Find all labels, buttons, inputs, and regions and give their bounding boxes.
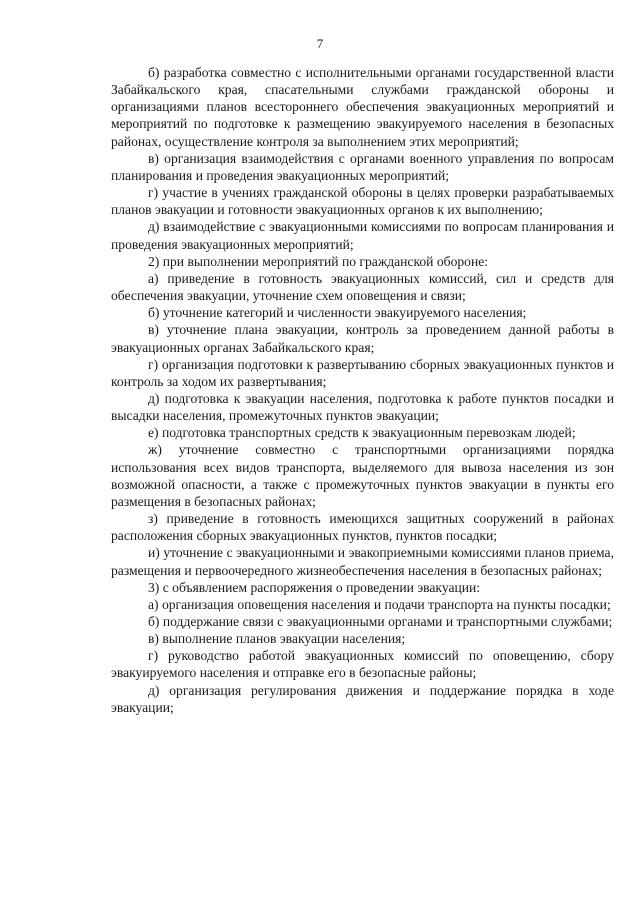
paragraph: б) поддержание связи с эвакуационными органами и транспортными службами; bbox=[148, 614, 613, 629]
paragraph: г) организация подготовки к развертыванию сборных эвакуационных пунктов и контроль за ходом их развертывания; bbox=[111, 356, 614, 389]
paragraph: г) участие в учениях гражданской обороны в целях проверки разрабатываемых планов эвакуации и готовности эвакуационных органов к их выполнению; bbox=[111, 185, 614, 218]
paragraph: и) уточнение с эвакуационными и эвакоприемными комиссиями планов приема, размещения и первоочередного жизнеобеспечения населения в безопасных районах; bbox=[111, 545, 614, 578]
paragraph: д) взаимодействие с эвакуационными комиссиями по вопросам планирования и проведения эвакуационных мероприятий; bbox=[111, 219, 614, 252]
paragraph: а) организация оповещения населения и подачи транспорта на пункты посадки; bbox=[148, 596, 611, 612]
paragraph: з) приведение в готовность имеющихся защитных сооружений в районах расположения сборных эвакуационных пунктов, пунктов посадки; bbox=[111, 511, 614, 544]
paragraph: ж) уточнение совместно с транспортными организациями порядка использования всех видов транспорта, выделяемого для вывоза населения из зон возможной опасности, а также с промежуточных пунктов эвакуации в пункты его размещения в безопасных районах; bbox=[111, 442, 614, 509]
body-text bbox=[111, 64, 614, 716]
paragraph: е) подготовка транспортных средств к эвакуационным перевозкам людей; bbox=[148, 425, 576, 441]
paragraph: а) приведение в готовность эвакуационных комиссий, сил и средств для обеспечения эвакуации, уточнение схем оповещения и связи; bbox=[111, 270, 614, 304]
page-number: 7 bbox=[316, 36, 324, 51]
paragraph: в) выполнение планов эвакуации населения; bbox=[148, 631, 406, 647]
paragraph: б) уточнение категорий и численности эвакуируемого населения; bbox=[148, 305, 527, 321]
paragraph: 2) при выполнении мероприятий по гражданской обороне: bbox=[148, 253, 489, 269]
paragraph: г) руководство работой эвакуационных комиссий по оповещению, сбору эвакуируемого населения и отправке его в безопасные районы; bbox=[111, 648, 614, 681]
paragraph: д) организация регулирования движения и поддержание порядка в ходе эвакуации; bbox=[111, 682, 614, 715]
paragraph: в) организация взаимодействия с органами военного управления по вопросам планирования и проведения эвакуационных мероприятий; bbox=[111, 150, 614, 183]
paragraph: в) уточнение плана эвакуации, контроль за проведением данной работы в эвакуационных органах Забайкальского края; bbox=[111, 322, 614, 355]
paragraph: б) разработка совместно с исполнительными органами государственной власти Забайкальского края, спасательными службами гражданской обороны и организациями планов всестороннего обеспечения эвакуационных мероприятий и мероприятий по подготовке к размещению эвакуируемого населения в безопасных районах, осуществление контроля за выполнением этих мероприятий; bbox=[111, 65, 614, 149]
paragraph: д) подготовка к эвакуации населения, подготовка к работе пунктов посадки и высадки населения, промежуточных пунктов эвакуации; bbox=[111, 390, 614, 424]
paragraph: 3) с объявлением распоряжения о проведении эвакуации: bbox=[148, 579, 481, 595]
